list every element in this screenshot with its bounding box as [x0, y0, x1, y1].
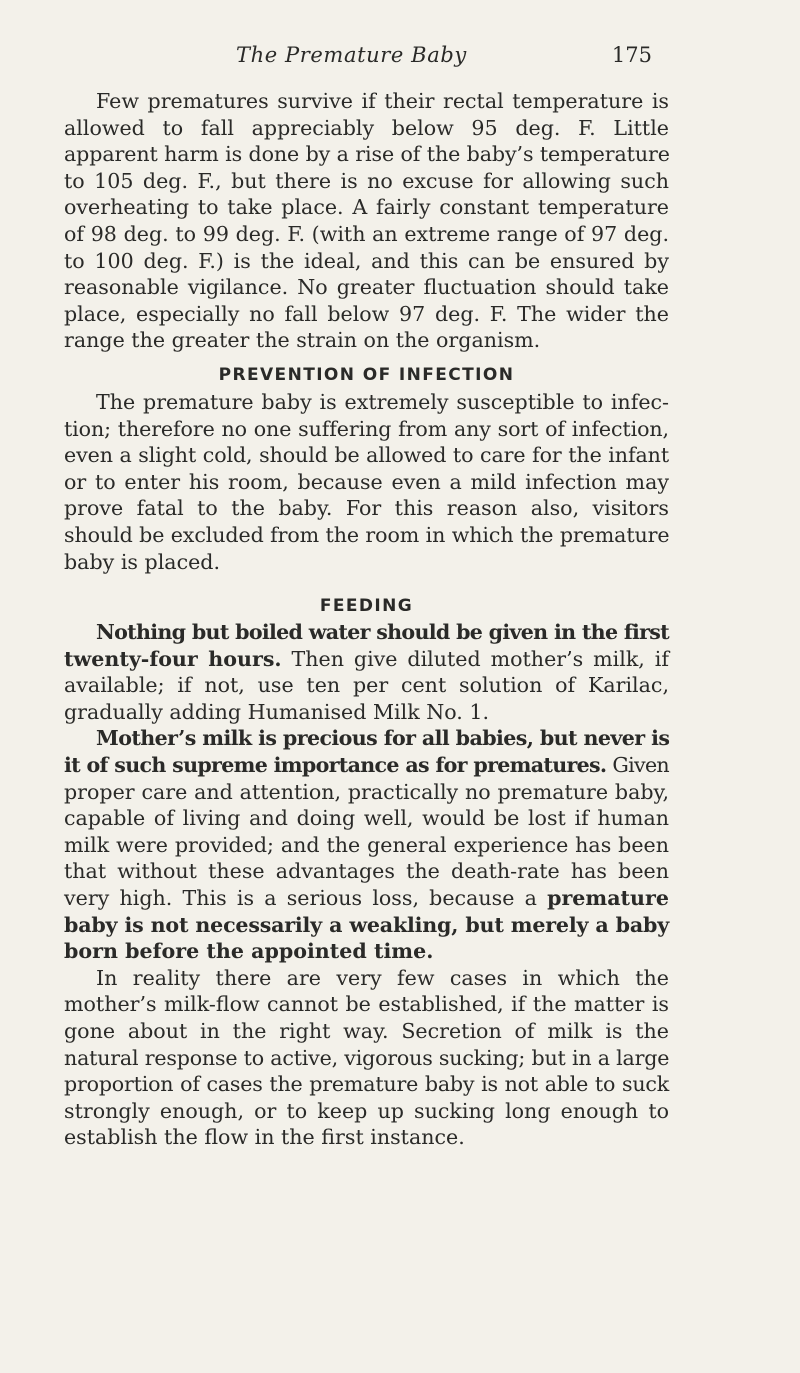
paragraph-feeding: [64, 619, 669, 725]
paragraph-mothers-milk: [64, 725, 669, 964]
text-line: natural response to active, vigorous sucking; but in a large: [64, 1045, 670, 1070]
text-line: capable of living and doing well, would be lost if human: [64, 806, 669, 831]
page-number: 175: [611, 43, 652, 67]
paragraph-milk-flow: [64, 965, 669, 1151]
text-line: [64, 752, 669, 779]
paragraph-temperature: [64, 88, 669, 354]
text-run: very high. This is a serious loss, because a: [64, 886, 548, 911]
text-line: proportion of cases the premature baby is not able to suck: [64, 1072, 669, 1097]
text-line: tion; therefore no one suffering from any sort of infection,: [64, 416, 669, 441]
text-line: proper care and attention, practically no premature baby,: [64, 779, 669, 804]
text-line: range the greater the strain on the organism.: [64, 328, 541, 353]
text-line: Mother’s milk is precious for all babies, but never is: [96, 726, 670, 751]
text-line: apparent harm is done by a rise of the baby’s temperature: [64, 142, 670, 167]
page-body: [64, 88, 669, 1151]
text-line: Nothing but boiled water should be given in the first: [96, 620, 669, 645]
text-line: gradually adding Humanised Milk No. 1.: [64, 699, 490, 724]
text-line: to 105 deg. F., but there is no excuse for allowing such: [64, 168, 669, 193]
text-run: Given: [606, 753, 669, 778]
text-line: [64, 885, 669, 912]
text-line: baby is placed.: [64, 549, 221, 574]
section-heading-feeding: FEEDING: [319, 596, 414, 617]
text-line: gone about in the right way. Secretion of milk is the: [64, 1019, 669, 1043]
bold-text: premature: [547, 886, 669, 911]
text-line: to 100 deg. F.) is the ideal, and this can be ensured by: [64, 248, 669, 273]
text-line: strongly enough, or to keep up sucking long enough to: [64, 1098, 669, 1123]
text-line: that without these advantages the death-rate has been: [64, 859, 669, 884]
section-heading-prevention: PREVENTION OF INFECTION: [218, 364, 515, 385]
text-line: place, especially no fall below 97 deg. F. The wider the: [64, 301, 669, 326]
page-header: [0, 43, 800, 73]
text-line: overheating to take place. A fairly constant temperature: [64, 195, 669, 220]
text-line: should be excluded from the room in which the premature: [64, 522, 670, 547]
text-line: available; if not, use ten per cent solution of Karilac,: [64, 673, 669, 698]
text-line: of 98 deg. to 99 deg. F. (with an extreme range of 97 deg.: [64, 221, 669, 246]
text-run: Then give diluted mother’s milk, if: [281, 646, 669, 671]
text-line: Few prematures survive if their rectal temperature is: [96, 89, 669, 113]
paragraph-infection: [64, 389, 669, 575]
text-line: allowed to fall appreciably below 95 deg. F. Little: [64, 115, 669, 140]
text-line: born before the appointed time.: [64, 939, 434, 964]
text-line: milk were provided; and the general experience has been: [64, 832, 669, 857]
text-line: even a slight cold, should be allowed to care for the infant: [64, 443, 669, 468]
text-line: The premature baby is extremely susceptible to infec-: [96, 389, 669, 414]
text-line: establish the flow in the first instance.: [64, 1125, 465, 1150]
running-title: The Premature Baby: [236, 43, 467, 67]
text-line: reasonable vigilance. No greater fluctuation should take: [64, 275, 669, 300]
text-line: In reality there are very few cases in which the: [96, 965, 669, 990]
bold-text: it of such supreme importance as for prematures.: [64, 753, 607, 778]
text-line: prove fatal to the baby. For this reason also, visitors: [64, 496, 669, 521]
bold-text: twenty-four hours.: [64, 646, 282, 671]
text-line: [64, 646, 669, 673]
text-line: or to enter his room, because even a mild infection may: [64, 469, 669, 494]
text-line: mother’s milk-flow cannot be established, if the matter is: [64, 992, 669, 1017]
text-line: baby is not necessarily a weakling, but merely a baby: [64, 912, 669, 937]
